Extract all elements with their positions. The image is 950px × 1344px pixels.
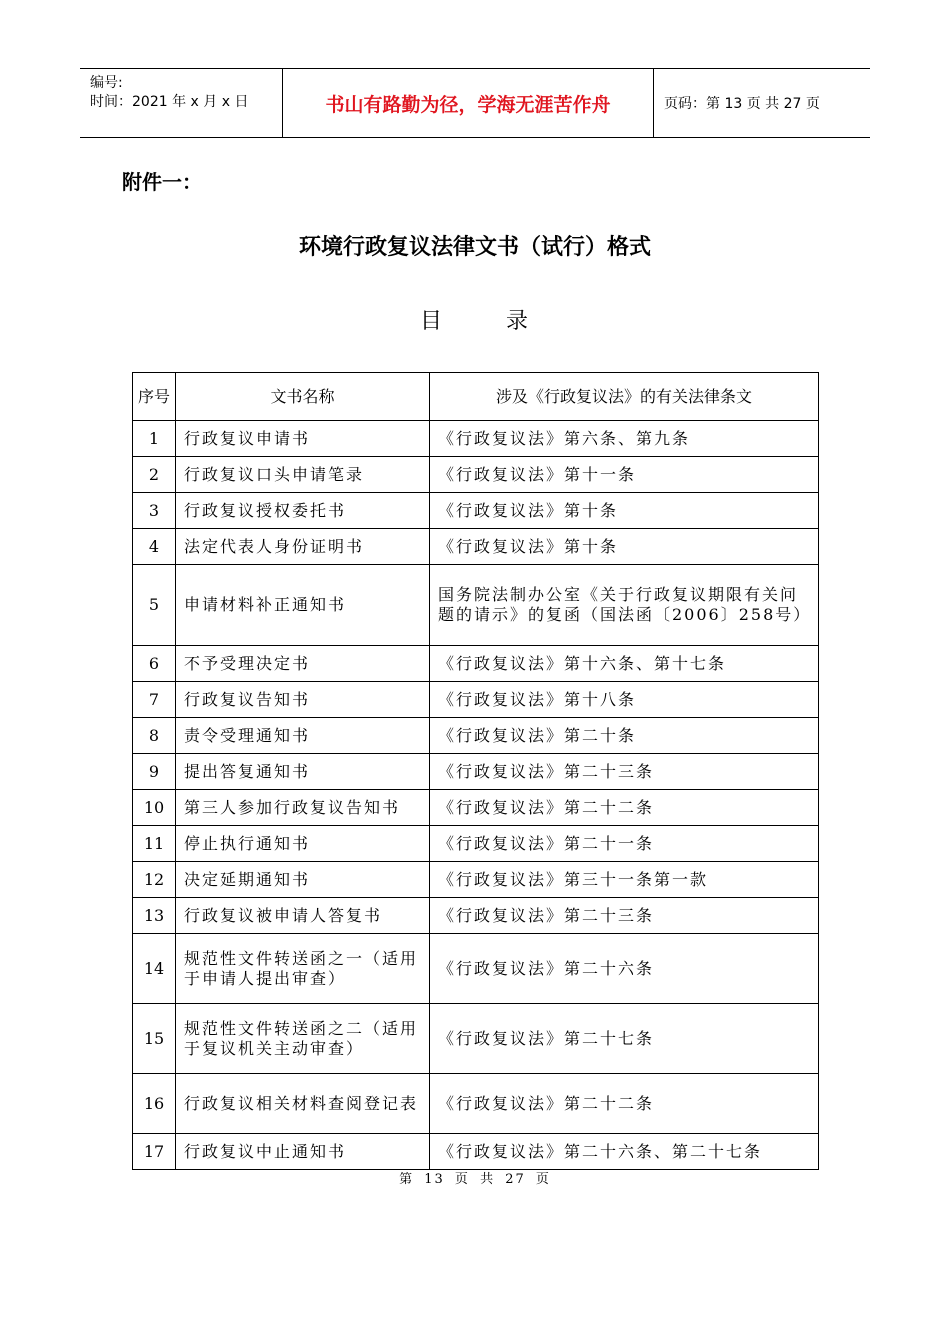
row-number: 17	[133, 1134, 176, 1170]
law-article: 《行政复议法》第二十三条	[430, 754, 819, 790]
document-name: 行政复议相关材料查阅登记表	[176, 1074, 430, 1134]
toc-title-char-1: 目	[419, 309, 444, 334]
code-label: 编号:	[90, 75, 123, 91]
law-article: 《行政复议法》第三十一条第一款	[430, 862, 819, 898]
document-name: 行政复议中止通知书	[176, 1134, 430, 1170]
row-number: 5	[133, 565, 176, 646]
document-name: 责令受理通知书	[176, 718, 430, 754]
law-article: 《行政复议法》第十条	[430, 529, 819, 565]
document-name: 停止执行通知书	[176, 826, 430, 862]
table-row	[133, 862, 819, 898]
table-row	[133, 682, 819, 718]
table-row	[133, 826, 819, 862]
table-row	[133, 565, 819, 646]
law-article: 《行政复议法》第十条	[430, 493, 819, 529]
table-row	[133, 421, 819, 457]
attachment-label: 附件一：	[122, 170, 202, 194]
table-row	[133, 1074, 819, 1134]
row-number: 16	[133, 1074, 176, 1134]
document-name: 行政复议告知书	[176, 682, 430, 718]
law-article: 《行政复议法》第六条、第九条	[430, 421, 819, 457]
table-header-row	[133, 373, 819, 421]
document-name: 行政复议申请书	[176, 421, 430, 457]
table-row	[133, 790, 819, 826]
table-row	[133, 529, 819, 565]
table-row	[133, 898, 819, 934]
table-row	[133, 718, 819, 754]
law-article: 《行政复议法》第二十七条	[430, 1004, 819, 1074]
page-footer: 第 13 页 共 27 页	[399, 1172, 551, 1187]
law-article: 《行政复议法》第二十一条	[430, 826, 819, 862]
row-number: 12	[133, 862, 176, 898]
law-article: 《行政复议法》第二十二条	[430, 1074, 819, 1134]
law-article: 《行政复议法》第二十条	[430, 718, 819, 754]
document-table	[132, 372, 819, 1170]
row-number: 8	[133, 718, 176, 754]
toc-title-char-2: 录	[506, 309, 531, 334]
law-article: 《行政复议法》第二十三条	[430, 898, 819, 934]
header-meta	[80, 69, 282, 137]
table-row	[133, 646, 819, 682]
header-page-code: 页码：第 13 页 共 27 页	[664, 96, 820, 112]
document-title: 环境行政复议法律文书（试行）格式	[298, 234, 651, 260]
page-header	[80, 68, 870, 138]
row-number: 9	[133, 754, 176, 790]
row-number: 14	[133, 934, 176, 1004]
row-number: 13	[133, 898, 176, 934]
document-name: 规范性文件转送函之一（适用于申请人提出审查）	[176, 934, 430, 1004]
document-name: 规范性文件转送函之二（适用于复议机关主动审查）	[176, 1004, 430, 1074]
table-row	[133, 1004, 819, 1074]
document-name: 决定延期通知书	[176, 862, 430, 898]
document-name: 提出答复通知书	[176, 754, 430, 790]
table-row	[133, 457, 819, 493]
row-number: 2	[133, 457, 176, 493]
law-article: 《行政复议法》第十八条	[430, 682, 819, 718]
header-motto: 书山有路勤为径，学海无涯苦作舟	[282, 69, 654, 137]
toc-title	[0, 304, 950, 335]
document-name: 行政复议授权委托书	[176, 493, 430, 529]
row-number: 7	[133, 682, 176, 718]
document-name: 第三人参加行政复议告知书	[176, 790, 430, 826]
table-row	[133, 1134, 819, 1170]
header-law: 涉及《行政复议法》的有关法律条文	[430, 373, 819, 421]
document-name: 不予受理决定书	[176, 646, 430, 682]
row-number: 11	[133, 826, 176, 862]
row-number: 4	[133, 529, 176, 565]
header-no: 序号	[133, 373, 176, 421]
law-article: 《行政复议法》第二十六条	[430, 934, 819, 1004]
header-name: 文书名称	[176, 373, 430, 421]
law-article: 《行政复议法》第十六条、第十七条	[430, 646, 819, 682]
document-name: 法定代表人身份证明书	[176, 529, 430, 565]
document-name: 行政复议被申请人答复书	[176, 898, 430, 934]
row-number: 15	[133, 1004, 176, 1074]
row-number: 10	[133, 790, 176, 826]
law-article: 《行政复议法》第二十二条	[430, 790, 819, 826]
row-number: 1	[133, 421, 176, 457]
document-name: 申请材料补正通知书	[176, 565, 430, 646]
law-article: 《行政复议法》第二十六条、第二十七条	[430, 1134, 819, 1170]
law-article: 国务院法制办公室《关于行政复议期限有关问题的请示》的复函（国法函〔2006〕258号）	[430, 565, 819, 646]
row-number: 3	[133, 493, 176, 529]
time-label: 时间：2021 年 x 月 x 日	[90, 94, 249, 110]
document-name: 行政复议口头申请笔录	[176, 457, 430, 493]
table-row	[133, 754, 819, 790]
law-article: 《行政复议法》第十一条	[430, 457, 819, 493]
table-row	[133, 493, 819, 529]
row-number: 6	[133, 646, 176, 682]
table-row	[133, 934, 819, 1004]
